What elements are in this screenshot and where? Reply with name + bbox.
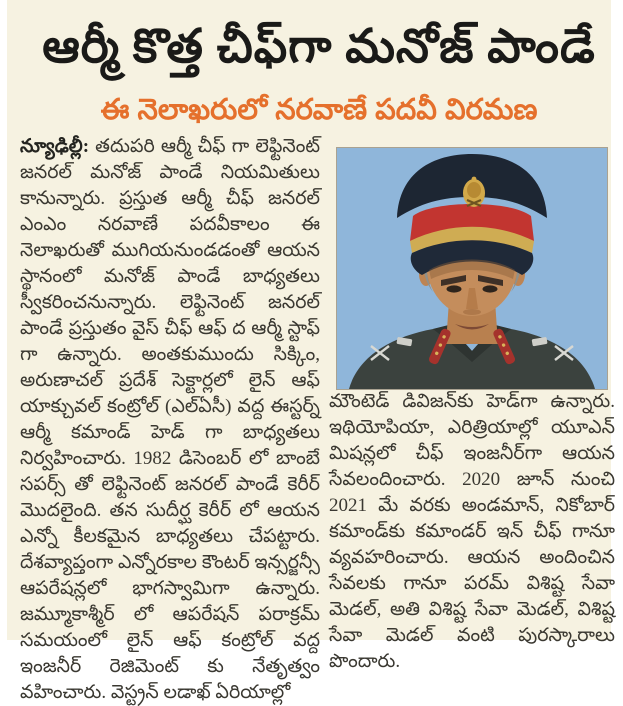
- article-left-column-text: తదుపరి ఆర్మీ చీఫ్ గా లెఫ్టినెంట్ జనరల్ మనోజ్ పాండే నియమితులు కానున్నారు. ప్రస్తుత ఆర్మీ చీఫ్ జనరల్ ఎంఎం నరవాణే పదవీకాలం ఈ నెలాఖరుతో ముగియనుండడంతో ఆయన స్థానంలో మనోజ్ పాండే బాధ్యతలు స్వీకరించనున్నారు. లెఫ్టినెంట్ జనరల్ పాండే ప్రస్తుతం వైస్ చీఫ్ ఆఫ్ ద ఆర్మీ స్టాఫ్ గా ఉన్నారు. అంతకుముందు సిక్కిం, అరుణాచల్ ప్రదేశ్ సెక్టార్లలో లైన్ ఆఫ్ యాక్చువల్ కంట్రోల్ (ఎల్ఏసీ) వద్ద ఈస్టర్న్ ఆర్మీ కమాండ్ హెడ్ గా బాధ్యతలు నిర్వహించారు. 1982 డిసెంబర్ లో బాంబే సపర్స్ తో లెఫ్టినెంట్ జనరల్ పాండే కెరీర్ మొదలైంది. తన సుదీర్ఘ కెరీర్ లో ఆయన ఎన్నో కీలకమైన బాధ్యతలు చేపట్టారు. దేశవ్యాప్తంగా ఎన్నోరకాల కౌంటర్ ఇన్సర్జన్సీ ఆపరేషన్లలో భాగస్వామిగా ఉన్నారు. జమ్మూకాశ్మీర్ లో ఆపరేషన్ పరాక్రమ్ సమయంలో లైన్ ఆఫ్ కంట్రోల్ వద్ద ఇంజనీర్ రెజిమెంట్ కు నేతృత్వం వహించారు. వెస్ట్రన్ లడాఖ్ ఏరియాల్లో: [20, 136, 321, 703]
- newspaper-clipping: [7, 0, 615, 703]
- article-right-column: మౌంటెడ్ డివిజన్‌కు హెడ్‌గా ఉన్నారు. ఇథియోపియా, ఎరిత్రియాల్లో యూఎన్ మిషన్లలో చీఫ్ ఇంజనీర్‌గా ఆయన సేవలందించారు. 2020 జూన్ నుంచి 2021 మే వరకు అండమాన్, నికోబార్ కమాండ్‌కు కమాండర్ ఇన్ చీఫ్ గానూ వ్యవహరించారు. ఆయన అందించిన సేవలకు గానూ పరమ్ విశిష్ట సేవా మెడల్, అతి విశిష్ట సేవా మెడల్, విశిష్ట సేవా మెడల్ వంటి పురస్కారాలు పొందారు.: [329, 391, 615, 672]
- army-chief-photo: [336, 147, 608, 390]
- article-headline: ఆర్మీ కొత్త చీఫ్‌గా మనోజ్ పాండే: [42, 21, 596, 73]
- nose-shadow: [463, 309, 481, 315]
- article-dateline: న్యూఢిల్లీ:: [20, 136, 90, 157]
- officer-portrait-illustration: [337, 148, 607, 389]
- article-left-column: [20, 134, 321, 703]
- left-eye: [447, 285, 462, 292]
- article-subheadline: ఈ నెలాఖరులో నరవాణే పదవీ విరమణ: [100, 94, 538, 126]
- right-eye: [483, 285, 498, 292]
